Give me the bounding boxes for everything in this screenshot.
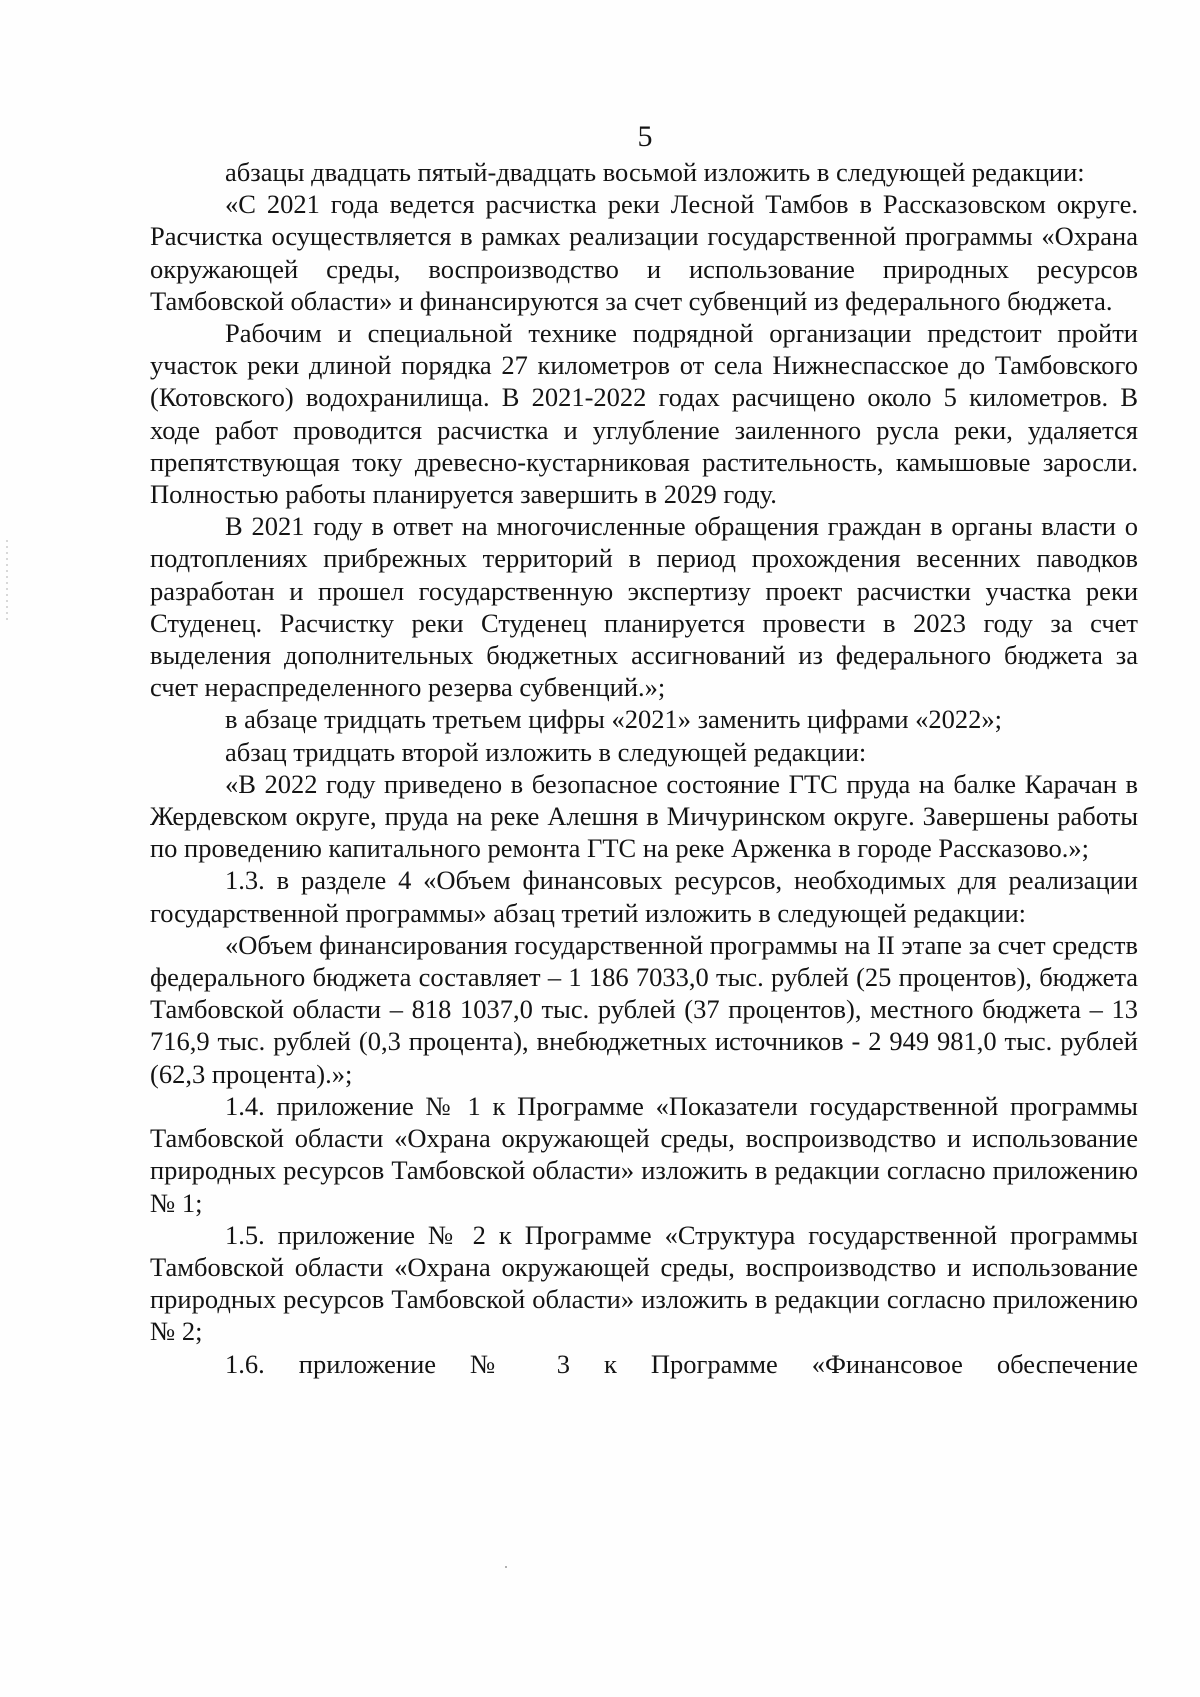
paragraph: в абзаце тридцать третьем цифры «2021» заменить цифрами «2022»;: [225, 704, 1003, 735]
paragraph: 1.3. в разделе 4 «Объем финансовых ресурсов, необходимых для реализации государственной программы» абзац третий изложить в следующей редакции:: [150, 865, 1138, 928]
paragraph-last-line: 1.6. приложение № 3 к Программе «Финансовое обеспечение: [225, 1348, 1138, 1379]
paragraph: В 2021 году в ответ на многочисленные обращения граждан в органы власти о подтоплениях прибрежных территорий в период прохождения весенних паводков разработан и прошел государственную экспертизу проект расчистки участка реки Студенец. Расчистку реки Студенец планируется провести в 2023 году за счет выделения дополнительных бюджетных ассигнований из федерального бюджета за счет нераспределенного резерва субвенций.»;: [150, 511, 1138, 703]
paragraph: абзацы двадцать пятый-двадцать восьмой изложить в следующей редакции:: [225, 157, 1085, 187]
paragraph: 1.4. приложение № 1 к Программе «Показатели государственной программы Тамбовской области «Охрана окружающей среды, воспроизводство и использование природных ресурсов Тамбовской области» изложить в редакции согласно приложению № 1;: [150, 1090, 1138, 1218]
scan-edge-mark: [6, 540, 8, 620]
paragraph: 1.5. приложение № 2 к Программе «Структура государственной программы Тамбовской области «Охрана окружающей среды, воспроизводство и использование природных ресурсов Тамбовской области» изложить в редакции согласно приложению № 2;: [150, 1219, 1138, 1347]
paragraph: «Объем финансирования государственной программы на II этапе за счет средств федерального бюджета составляет – 1 186 7033,0 тыс. рублей (25 процентов), бюджета Тамбовской области – 818 1037,0 тыс. рублей (37 процентов), местного бюджета – 13 716,9 тыс. рублей (0,3 процента), внебюджетных источников - 2 949 981,0 тыс. рублей (62,3 процента).»;: [150, 929, 1138, 1089]
paragraph: Рабочим и специальной технике подрядной организации предстоит пройти участок реки длиной порядка 27 километров от села Нижнеспасское до Тамбовского (Котовского) водохранилища. В 2021-2022 годах расчищено около 5 километров. В ходе работ проводится расчистка и углубление заиленного русла реки, удаляется препятствующая току древесно-кустарниковая растительность, камышовые заросли. Полностью работы планируется завершить в 2029 году.: [150, 318, 1138, 510]
paragraph: «С 2021 года ведется расчистка реки Лесной Тамбов в Рассказовском округе. Расчистка осуществляется в рамках реализации государственной программы «Охрана окружающей среды, воспроизводство и использование природных ресурсов Тамбовской области» и финансируются за счет субвенций из федерального бюджета.: [150, 189, 1138, 316]
document-body: [150, 156, 1138, 1380]
paragraph: «В 2022 году приведено в безопасное состояние ГТС пруда на балке Карачан в Жердевском округе, пруда на реке Алешня в Мичуринском округе. Завершены работы по проведению капитального ремонта ГТС на реке Арженка в городе Рассказово.»;: [150, 768, 1138, 864]
page-number: 5: [637, 120, 653, 153]
paragraph: абзац тридцать второй изложить в следующей редакции:: [225, 736, 867, 767]
scan-speck: [505, 1566, 507, 1568]
